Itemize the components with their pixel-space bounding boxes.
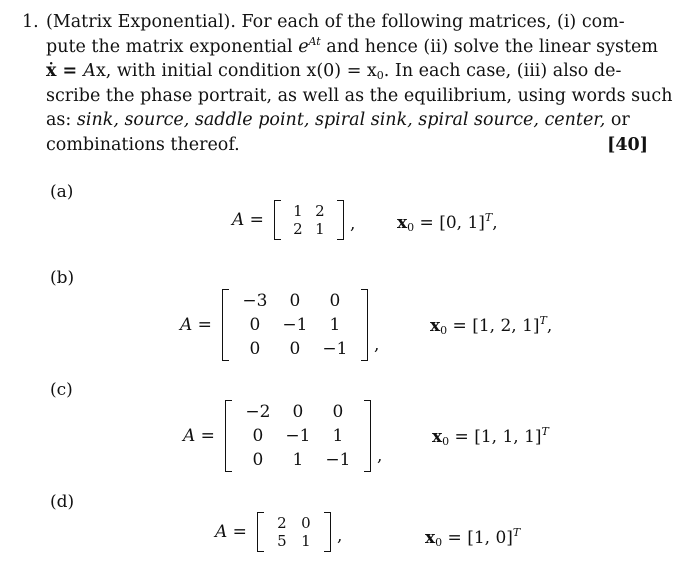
part-c-x0: $x_0 = [1$, 1, 1]$^T$ xyxy=(432,425,549,448)
problem-line-1: (Matrix Exponential). For each of the following matrices, (i) com- xyxy=(46,12,625,32)
problem-statement xyxy=(22,10,673,157)
problem-line-6: combinations thereof. [40] xyxy=(22,133,648,158)
matrix-b xyxy=(222,289,368,361)
matrix-entry: −1 xyxy=(325,450,351,470)
part-a-x0: $x_0 = [0$, 1]$^T$, xyxy=(397,211,498,234)
matrix-entry: 5 xyxy=(277,532,287,550)
matrix-c xyxy=(225,400,371,472)
marks: [40] xyxy=(607,134,648,155)
part-b-matrix-eq: A = −3 0 0 0 −1 1 0 0 −1 , xyxy=(180,291,380,359)
part-d-matrix-eq: A = 2 0 5 1 , xyxy=(215,514,343,550)
part-b-x0: $x_0 = [1$, 2, 1]$^T$, xyxy=(430,314,553,337)
part-c-label: (c) xyxy=(50,380,73,400)
matrix-entry: 0 xyxy=(289,291,301,311)
part-b-label: (b) xyxy=(50,268,75,288)
part-a-matrix-eq: A = 1 2 2 1 , xyxy=(232,202,356,238)
problem-line-3: ẋ = Ax, with initial condition $x(0) = x_0$. In each case, (iii) also de- xyxy=(46,61,622,82)
matrix-entry: 0 xyxy=(252,450,264,470)
matrix-entry: 1 xyxy=(301,532,311,550)
matrix-entry: 1 xyxy=(329,315,341,335)
problem-line-4: scribe the phase portrait, as well as the equilibrium, using words such xyxy=(46,85,673,106)
matrix-entry: −3 xyxy=(242,291,268,311)
matrix-entry: 1 xyxy=(315,220,325,238)
matrix-entry: 0 xyxy=(249,315,261,335)
problem-line-2: pute the matrix exponential $e^{At}$ and hence (ii) solve the linear system xyxy=(46,34,658,57)
matrix-entry: 0 xyxy=(289,339,301,359)
matrix-entry: 2 xyxy=(315,202,325,220)
part-d-x0: $x_0 = [1$, 0]$^T$ xyxy=(425,526,521,549)
matrix-entry: 1 xyxy=(292,450,304,470)
matrix-d xyxy=(257,512,331,552)
matrix-a xyxy=(274,200,344,240)
matrix-entry: −1 xyxy=(285,426,311,446)
matrix-entry: 0 xyxy=(329,291,341,311)
matrix-entry: −2 xyxy=(245,402,271,422)
problem-number: 1. xyxy=(22,12,39,32)
matrix-entry: 2 xyxy=(293,220,303,238)
part-d-label: (d) xyxy=(50,492,75,512)
matrix-entry: −1 xyxy=(322,339,348,359)
matrix-entry: 1 xyxy=(332,426,344,446)
matrix-entry: 0 xyxy=(249,339,261,359)
matrix-entry: −1 xyxy=(282,315,308,335)
part-a-label: (a) xyxy=(50,182,74,202)
matrix-entry: 0 xyxy=(252,426,264,446)
problem-line-5: as: sink, source, saddle point, spiral sink, spiral source, center, or xyxy=(46,110,630,130)
matrix-entry: 0 xyxy=(332,402,344,422)
matrix-entry: 1 xyxy=(293,202,303,220)
matrix-entry: 0 xyxy=(292,402,304,422)
matrix-entry: 2 xyxy=(277,514,287,532)
part-c-matrix-eq: A = −2 0 0 0 −1 1 0 1 −1 , xyxy=(183,402,383,470)
matrix-entry: 0 xyxy=(301,514,311,532)
